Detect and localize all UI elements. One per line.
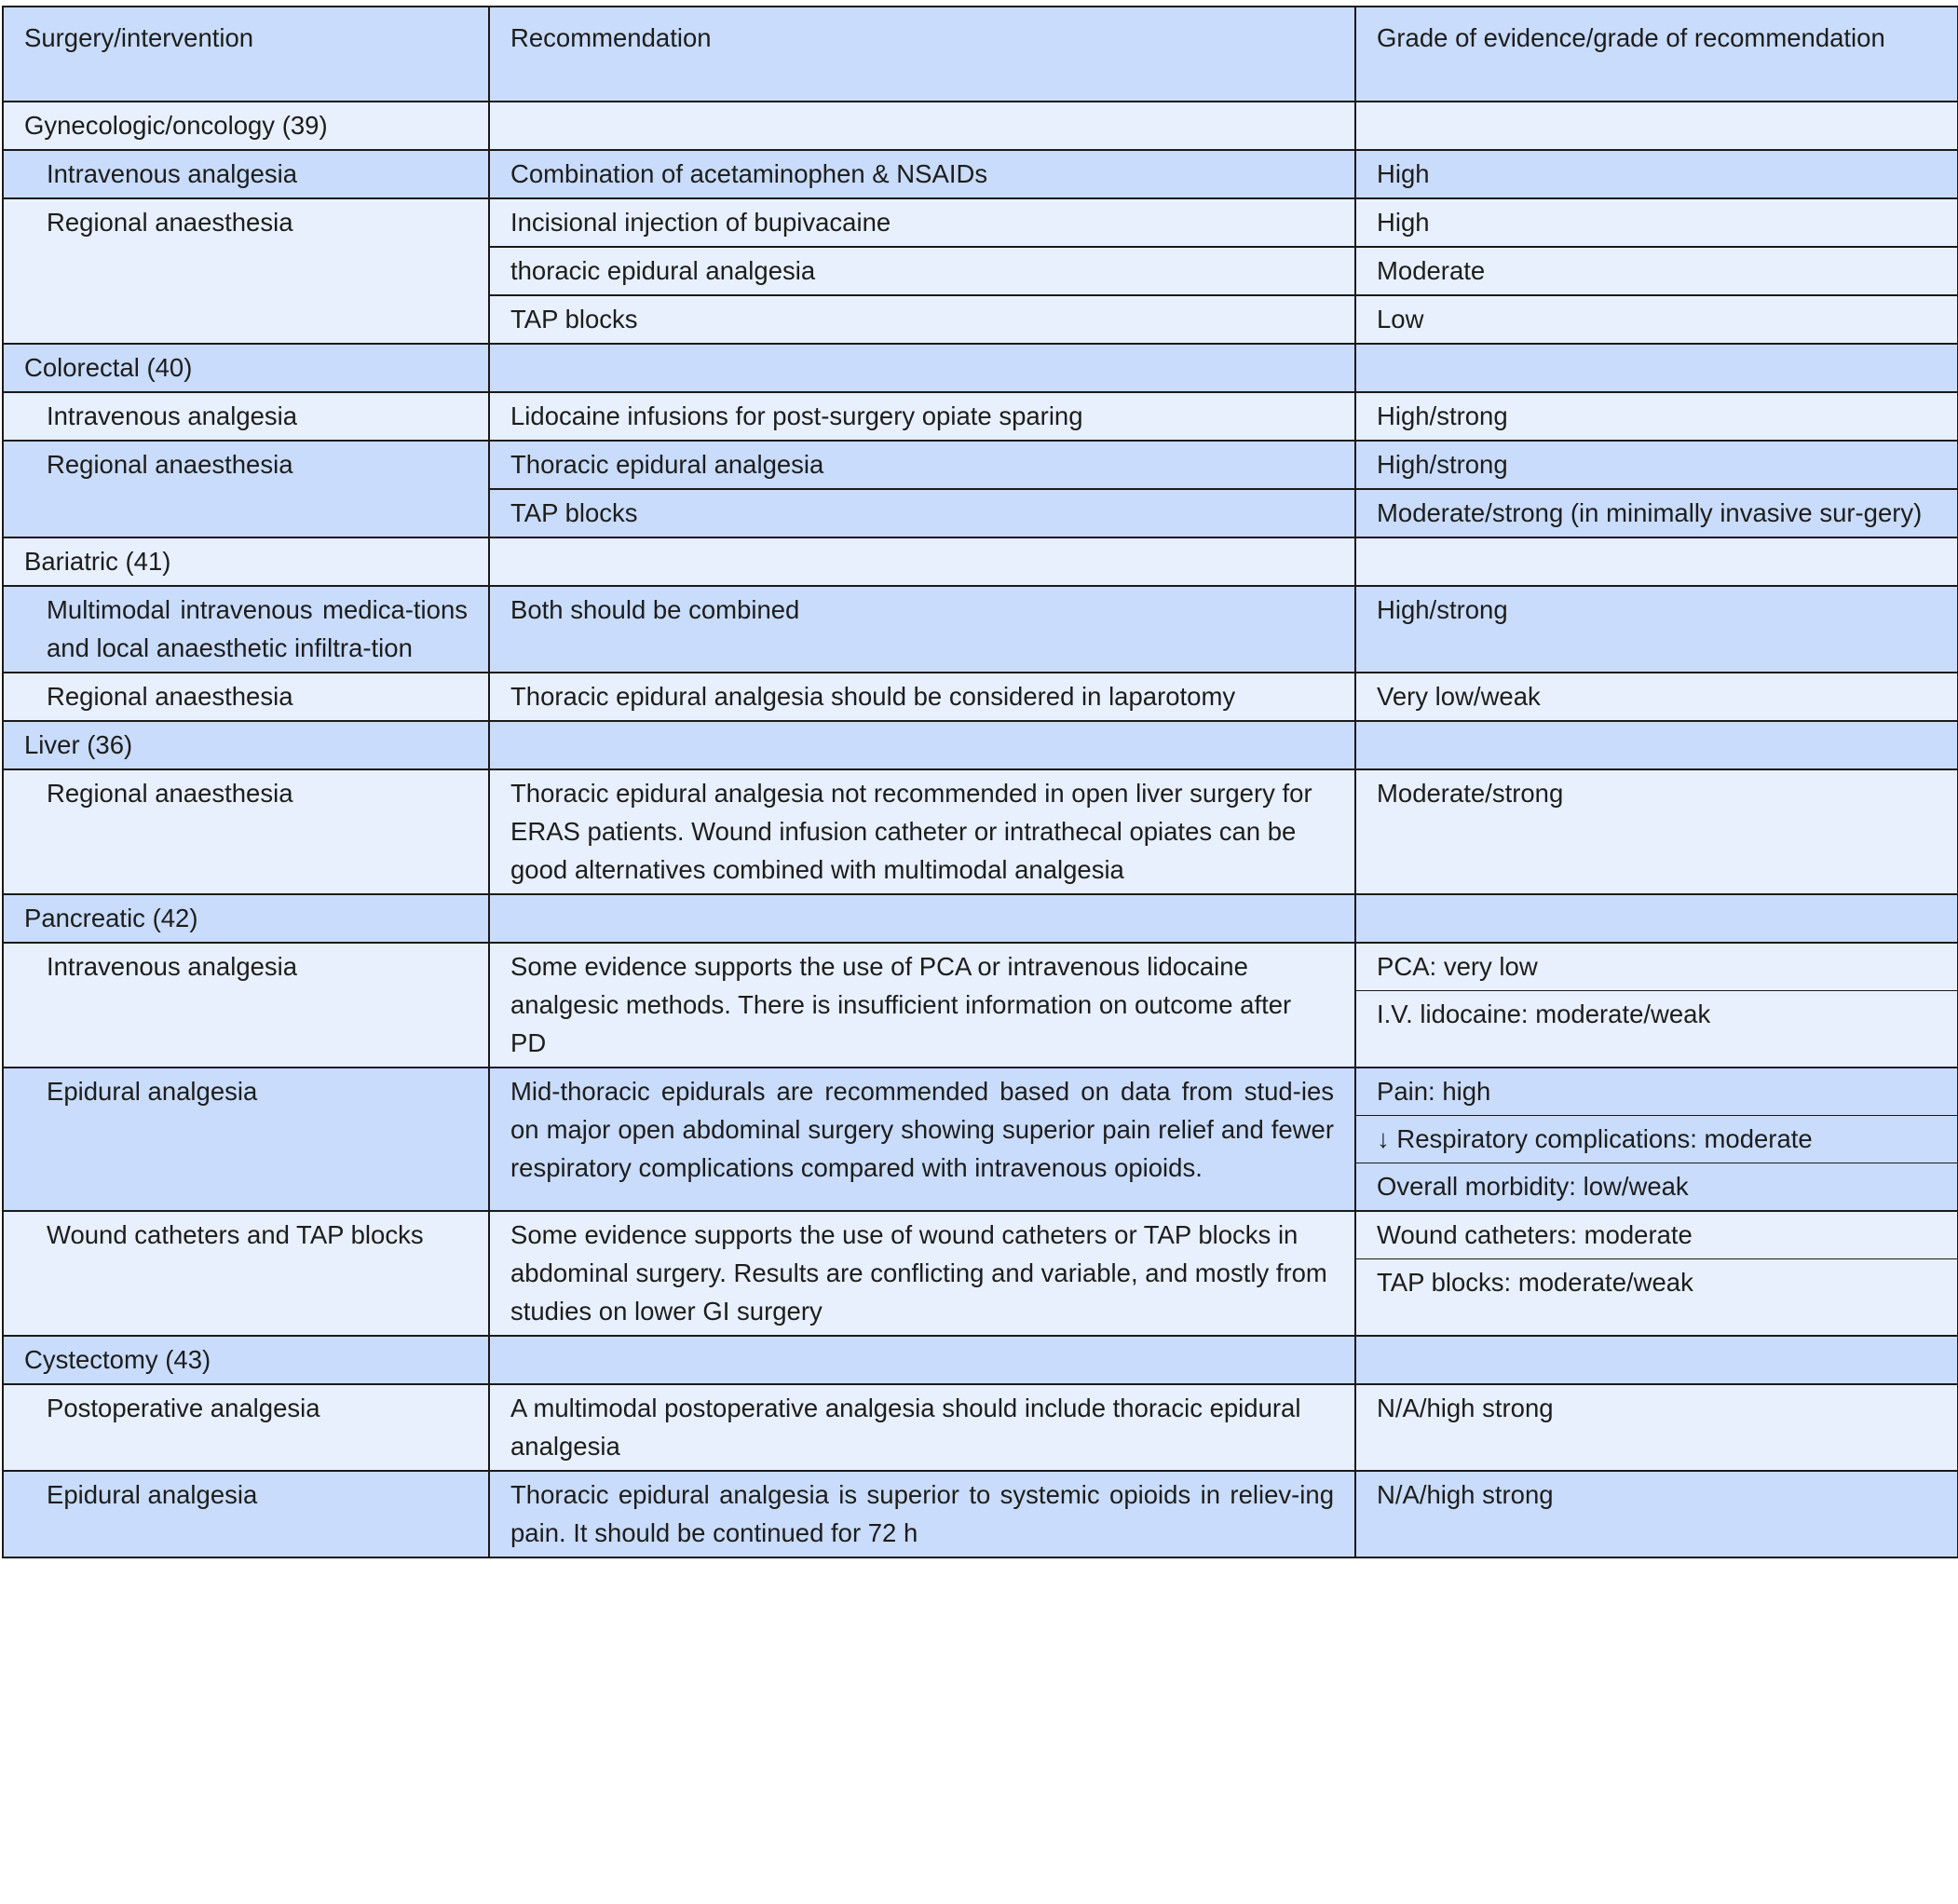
section-row xyxy=(3,1336,1958,1384)
recommendation-cell: thoracic epidural analgesia xyxy=(489,247,1355,295)
grade-cell: N/A/high strong xyxy=(1355,1384,1958,1471)
table-row xyxy=(3,1471,1958,1557)
table-row xyxy=(3,392,1958,441)
grade-cell: Very low/weak xyxy=(1355,673,1958,721)
grade-cell: High/strong xyxy=(1355,441,1958,489)
grade-cell: Moderate/strong (in minimally invasive sur-gery) xyxy=(1355,489,1958,537)
section-label: Pancreatic (42) xyxy=(3,894,489,943)
recommendation-cell: Combination of acetaminophen & NSAIDs xyxy=(489,150,1355,198)
grade-cell xyxy=(1355,1068,1958,1211)
recommendation-cell: Mid-thoracic epidurals are recommended based on data from stud-ies on major open abdominal surgery showing superior pain relief and fewer respiratory complications compared with intravenous opioids. xyxy=(489,1068,1355,1211)
table-header-row xyxy=(3,7,1958,102)
section-label: Liver (36) xyxy=(3,721,489,769)
table-row xyxy=(3,441,1958,489)
intervention-cell: Regional anaesthesia xyxy=(3,441,489,537)
table-row xyxy=(3,1068,1958,1211)
grade-cell: High xyxy=(1355,150,1958,198)
table-row xyxy=(3,1384,1958,1471)
recommendation-cell: TAP blocks xyxy=(489,489,1355,537)
intervention-cell: Wound catheters and TAP blocks xyxy=(3,1211,489,1336)
recommendation-cell: A multimodal postoperative analgesia should include thoracic epidural analgesia xyxy=(489,1384,1355,1471)
evidence-table xyxy=(2,6,1958,1558)
table-row xyxy=(3,586,1958,673)
grade-cell: High/strong xyxy=(1355,392,1958,441)
recommendation-cell: Some evidence supports the use of wound catheters or TAP blocks in abdominal surgery. Results are conflicting and variable, and mostly from studies on lower GI surgery xyxy=(489,1211,1355,1336)
section-label: Gynecologic/oncology (39) xyxy=(3,102,489,150)
grade-line: ↓ Respiratory complications: moderate xyxy=(1356,1115,1957,1163)
grade-cell: N/A/high strong xyxy=(1355,1471,1958,1557)
recommendation-cell: Thoracic epidural analgesia xyxy=(489,441,1355,489)
recommendation-cell: Thoracic epidural analgesia not recommended in open liver surgery for ERAS patients. Wound infusion catheter or intrathecal opiates can be good alternatives combined with multimodal analgesia xyxy=(489,769,1355,894)
table-row xyxy=(3,198,1958,247)
header-grade-text: Grade of evidence/grade of recommendation xyxy=(1377,23,1885,52)
intervention-cell: Regional anaesthesia xyxy=(3,769,489,894)
intervention-cell: Postoperative analgesia xyxy=(3,1384,489,1471)
recommendation-cell: Thoracic epidural analgesia should be considered in laparotomy xyxy=(489,673,1355,721)
grade-cell xyxy=(1355,943,1958,1068)
section-row xyxy=(3,721,1958,769)
intervention-cell: Regional anaesthesia xyxy=(3,673,489,721)
grade-line: Wound catheters: moderate xyxy=(1377,1220,1693,1249)
recommendation-cell: TAP blocks xyxy=(489,295,1355,344)
table-row xyxy=(3,673,1958,721)
section-row xyxy=(3,894,1958,943)
grade-cell: Moderate/strong xyxy=(1355,769,1958,894)
intervention-cell: Multimodal intravenous medica-tions and local anaesthetic infiltra-tion xyxy=(3,586,489,673)
grade-line: Pain: high xyxy=(1377,1077,1491,1106)
header-surgery-intervention: Surgery/intervention xyxy=(3,7,489,102)
table-row xyxy=(3,769,1958,894)
header-recommendation: Recommendation xyxy=(489,7,1355,102)
header-grade xyxy=(1355,7,1958,102)
intervention-cell: Intravenous analgesia xyxy=(3,943,489,1068)
section-label: Bariatric (41) xyxy=(3,537,489,586)
intervention-cell: Intravenous analgesia xyxy=(3,150,489,198)
section-label: Cystectomy (43) xyxy=(3,1336,489,1384)
table-row xyxy=(3,150,1958,198)
recommendation-cell: Lidocaine infusions for post-surgery opiate sparing xyxy=(489,392,1355,441)
table-row xyxy=(3,943,1958,1068)
grade-cell: Low xyxy=(1355,295,1958,344)
grade-line: TAP blocks: moderate/weak xyxy=(1356,1258,1957,1306)
grade-line: PCA: very low xyxy=(1377,952,1538,981)
section-row xyxy=(3,102,1958,150)
section-row xyxy=(3,537,1958,586)
recommendation-cell: Thoracic epidural analgesia is superior to systemic opioids in reliev-ing pain. It should be continued for 72 h xyxy=(489,1471,1355,1557)
grade-line: I.V. lidocaine: moderate/weak xyxy=(1356,990,1957,1038)
intervention-cell: Epidural analgesia xyxy=(3,1068,489,1211)
grade-cell: High xyxy=(1355,198,1958,247)
recommendation-cell: Incisional injection of bupivacaine xyxy=(489,198,1355,247)
intervention-cell: Regional anaesthesia xyxy=(3,198,489,344)
grade-line: Overall morbidity: low/weak xyxy=(1356,1163,1957,1210)
intervention-cell: Intravenous analgesia xyxy=(3,392,489,441)
recommendation-cell: Both should be combined xyxy=(489,586,1355,673)
grade-cell xyxy=(1355,1211,1958,1336)
section-row xyxy=(3,344,1958,392)
section-label: Colorectal (40) xyxy=(3,344,489,392)
table-row xyxy=(3,1211,1958,1336)
intervention-cell: Epidural analgesia xyxy=(3,1471,489,1557)
grade-cell: Moderate xyxy=(1355,247,1958,295)
recommendation-cell: Some evidence supports the use of PCA or intravenous lidocaine analgesic methods. There is insufficient information on outcome after PD xyxy=(489,943,1355,1068)
grade-cell: High/strong xyxy=(1355,586,1958,673)
